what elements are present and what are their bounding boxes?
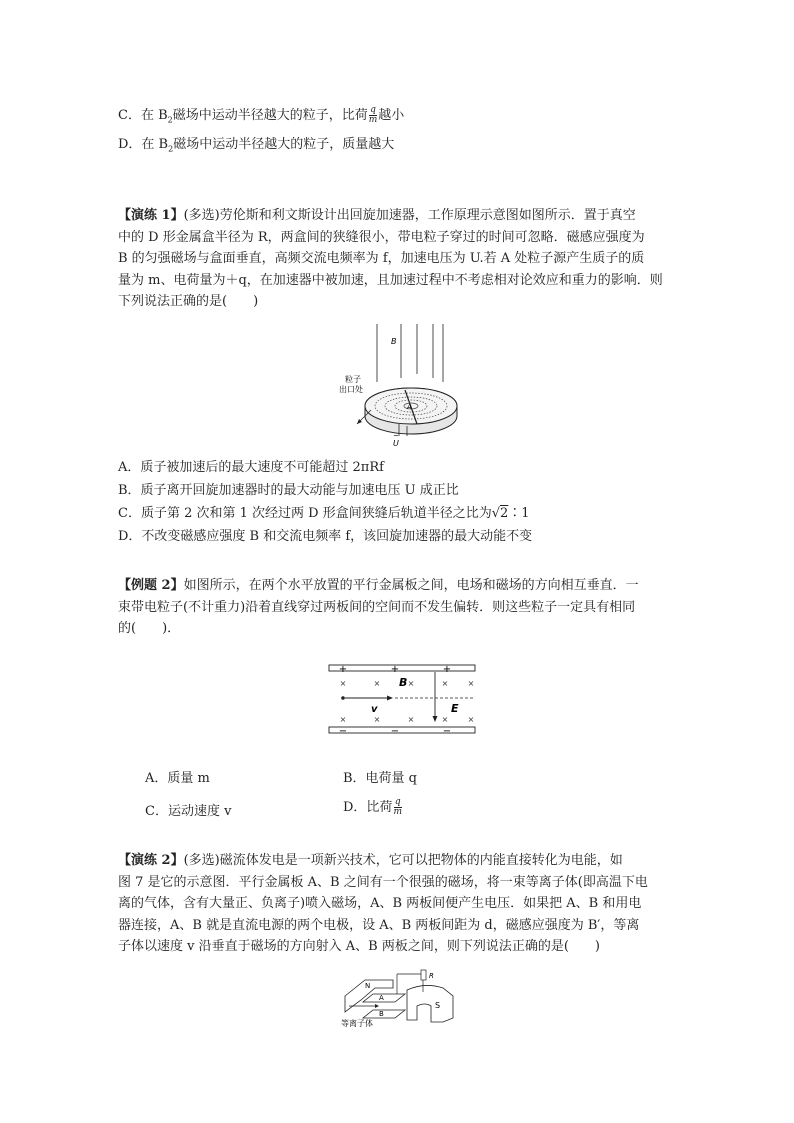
example2-tag: 【例题 2】 <box>118 578 184 593</box>
drill1-question: 【演练 1】(多选)劳伦斯和利文斯设计出回旋加速器，工作原理示意图如图所示．置于真空 中的 D 形金属盒半径为 R，两盒间的狭缝很小，带电粒子穿过的时间可忽略．磁感应强度为 B 的匀强磁场与盒面垂直，高频交流电频率为 f，加速电压为 U.若 A 处粒子源产生质子的质 量为 m、电荷量为＋q，在加速器中被加速，且加速过程中不考虑相对论效应和重力的影响．则 下列说法正确的是( ) <box>118 208 663 309</box>
option-c-prefix: C．在 B <box>118 108 168 123</box>
svg-text:+: + <box>442 664 452 675</box>
example2-option-c: C．运动速度 v <box>145 804 232 819</box>
drill1-tag: 【演练 1】 <box>118 208 184 223</box>
drill1-option-b: B．质子离开回旋加速器时的最大动能与加速电压 U 成正比 <box>118 483 459 498</box>
mhd-generator-figure <box>335 966 460 1030</box>
svg-text:−: − <box>390 726 400 737</box>
b-label: B <box>399 676 408 689</box>
svg-text:×: × <box>373 715 381 724</box>
svg-text:−: − <box>338 726 348 737</box>
a-label: A <box>407 403 412 411</box>
svg-text:×: × <box>441 679 449 688</box>
option-d-top: D．在 $B_2$磁场中运动半径越大的粒子，质量越大 <box>118 137 395 154</box>
svg-text:×: × <box>339 715 347 724</box>
svg-text:+: + <box>338 664 348 675</box>
svg-text:×: × <box>467 679 475 688</box>
u-label: U <box>393 439 399 448</box>
drill1-option-c: C．质子第 2 次和第 1 次经过两 D 形盒间狭缝后轨道半径之比为√2∶1 <box>118 506 530 521</box>
plasma-caption: 等离子体 <box>341 1019 373 1028</box>
b-label: B <box>391 337 397 346</box>
subscript: 2 <box>167 115 173 125</box>
drill2-question: 【演练 2】(多选)磁流体发电是一项新兴技术，它可以把物体的内能直接转化为电能，如 图 7 是它的示意图．平行金属板 A、B 之间有一个很强的磁场，将一束等离子体(即高温下电 离的气体，含有大量正、负离子)喷入磁场，A、B 两板间便产生电压．如果把 A、B 和用电 器连接，A、B 就是直流电源的两个电极，设 A、B 两板间距为 d，磁感应强度为 B′，等离 子体以速度 v 沿垂直于磁场的方向射入 A、B 两板之间，则下列说法正确的是( ) <box>118 853 648 954</box>
e-label: E <box>451 702 459 715</box>
exit-label-1: 粒子 <box>345 375 361 384</box>
exit-label-2: 出口处 <box>339 385 363 394</box>
svg-text:×: × <box>373 679 381 688</box>
n-label: N <box>365 982 371 990</box>
a-label: A <box>379 994 384 1002</box>
example2-option-d: D．比荷 $\frac{q}{m}$ <box>343 797 402 817</box>
svg-text:−: − <box>442 726 452 737</box>
cyclotron-figure <box>335 320 475 450</box>
b-label: B <box>379 1010 384 1018</box>
example2-question: 【例题 2】如图所示，在两个水平放置的平行金属板之间，电场和磁场的方向相互垂直．一 束带电粒子(不计重力)沿着直线穿过两板间的空间而不发生偏转．则这些粒子一定具有相同 的( )． <box>118 578 639 636</box>
svg-text:+: + <box>390 664 400 675</box>
svg-text:×: × <box>441 715 449 724</box>
drill1-option-a: A．质子被加速后的最大速度不可能超过 2πRf <box>118 460 384 475</box>
resistor <box>421 970 426 980</box>
drill1-option-d: D．不改变磁感应强度 B 和交流电频率 f，该回旋加速器的最大动能不变 <box>118 529 533 544</box>
fraction-q-over-m: $\frac{q}{m}$ <box>393 797 402 817</box>
s-label: S <box>435 1001 441 1010</box>
svg-text:~: ~ <box>393 432 399 440</box>
svg-text:×: × <box>407 715 415 724</box>
r-label: R <box>429 972 434 980</box>
svg-text:×: × <box>407 679 415 688</box>
option-c-suffix: 越小 <box>378 108 405 123</box>
svg-text:×: × <box>339 679 347 688</box>
option-c-text: 磁场中运动半径越大的粒子，比荷 <box>172 108 368 123</box>
parallel-plates-figure <box>325 660 480 740</box>
drill2-tag: 【演练 2】 <box>118 853 184 868</box>
example2-option-b: B．电荷量 q <box>343 771 418 786</box>
option-c-top <box>118 106 404 129</box>
v-label: v <box>371 704 378 715</box>
example2-option-a: A．质量 m <box>145 771 210 786</box>
svg-text:×: × <box>467 715 475 724</box>
fraction-q-over-m: $\frac{q}{m}$ <box>368 105 378 125</box>
bottom-plate <box>329 727 475 733</box>
top-plate <box>329 665 475 671</box>
sqrt-symbol: √2 <box>491 506 509 521</box>
